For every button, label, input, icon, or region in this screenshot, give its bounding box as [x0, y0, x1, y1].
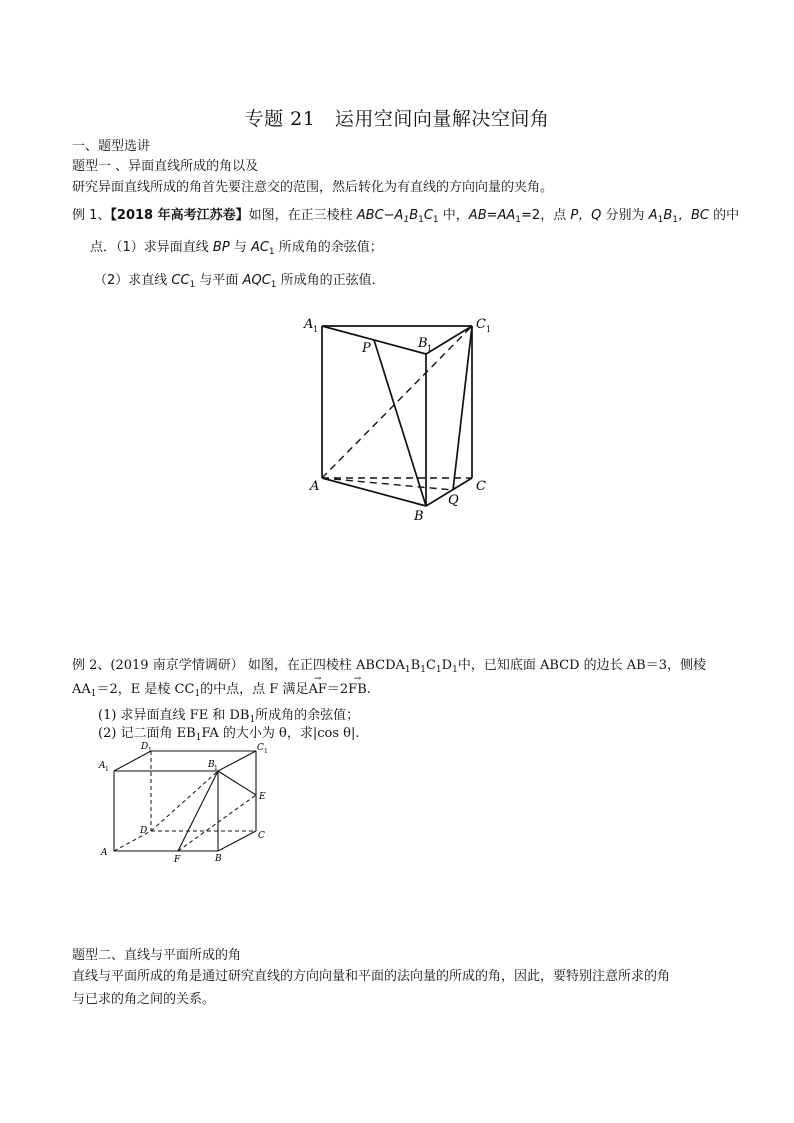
label-E: E — [259, 792, 266, 802]
label-B1: B — [208, 760, 215, 770]
label-A1: A — [99, 761, 106, 771]
example1-source: 【2018 年高考江苏卷】 — [110, 208, 249, 223]
label-P: P — [362, 341, 371, 356]
example2-label: 例 2、 — [72, 658, 111, 673]
svg-text:1: 1 — [214, 765, 218, 772]
section-heading: 一、题型选讲 — [72, 139, 151, 154]
label-D1: D — [141, 742, 149, 752]
svg-text:1: 1 — [313, 325, 319, 334]
label-Q: Q — [448, 493, 459, 508]
label-A: A — [310, 479, 320, 494]
svg-text:1: 1 — [264, 748, 268, 755]
label-B: B — [414, 509, 424, 524]
square-prism-figure — [96, 738, 281, 868]
label-C: C — [258, 831, 265, 841]
label-A: A — [101, 848, 108, 858]
example2-q2: (2) 记二面角 $EB_1FA$ 的大小为 θ，求|cos θ|. — [98, 726, 360, 743]
example2-line2: $AA_1=2$，E 是棱 $CC_1$的中点，点 F 满足→ AF＝2→ FB. — [72, 680, 371, 700]
label-D: D — [140, 826, 148, 836]
example1-line2: 点．（1）求异面直线 BP 与 $AC_1$ 所成角的余弦值； — [90, 240, 383, 257]
example1-line3: （2）求直线 $CC_1$ 与平面 $AQC_1$ 所成角的正弦值． — [94, 273, 385, 290]
label-A1: A — [304, 317, 314, 332]
example2-source: (2019 南京学情调研） — [110, 658, 244, 673]
label-B1: B — [418, 336, 428, 351]
svg-text:1: 1 — [427, 344, 433, 353]
label-B: B — [215, 854, 222, 864]
page-title: 专题 21 运用空间向量解决空间角 — [244, 108, 550, 130]
example1-label: 例 1、 — [72, 208, 111, 223]
example2-line1: 例 2、(2019 南京学情调研） 如图，在正四棱柱 $ABCDA_1B_1C_1D_1$中，已知底面 ABCD 的边长 AB＝3，侧棱 — [72, 658, 706, 675]
svg-text:1: 1 — [105, 766, 109, 773]
type1-description: 研究异面直线所成的角首先要注意交的范围，然后转化为有直线的方向向量的夹角。 — [72, 180, 554, 195]
type2-description-2: 与已求的角之间的关系。 — [72, 992, 216, 1007]
example2-q1: (1) 求异面直线 FE 和 $DB_1$所成角的余弦值； — [98, 708, 360, 725]
example1-line1: 例 1、【2018 年高考江苏卷】如图，在正三棱柱 $ABC-A_1B_1C_1$ 中，$AB=AA_1=2$，点 P，Q 分别为 $A_1B_1$，BC 的中 — [72, 208, 740, 225]
svg-text:1: 1 — [148, 747, 152, 754]
svg-text:1: 1 — [486, 325, 492, 334]
type2-heading: 题型二、直线与平面所成的角 — [72, 948, 242, 963]
label-C: C — [476, 479, 486, 494]
type2-description-1: 直线与平面所成的角是通过研究直线的方向向量和平面的法向量的所成的角，因此，要特别注意所求的角 — [72, 969, 671, 984]
prism-figure — [296, 306, 506, 528]
label-F: F — [174, 855, 181, 865]
type1-heading: 题型一 、异面直线所成的角以及 — [72, 159, 259, 174]
label-C1: C — [257, 743, 264, 753]
label-C1: C — [476, 317, 486, 332]
